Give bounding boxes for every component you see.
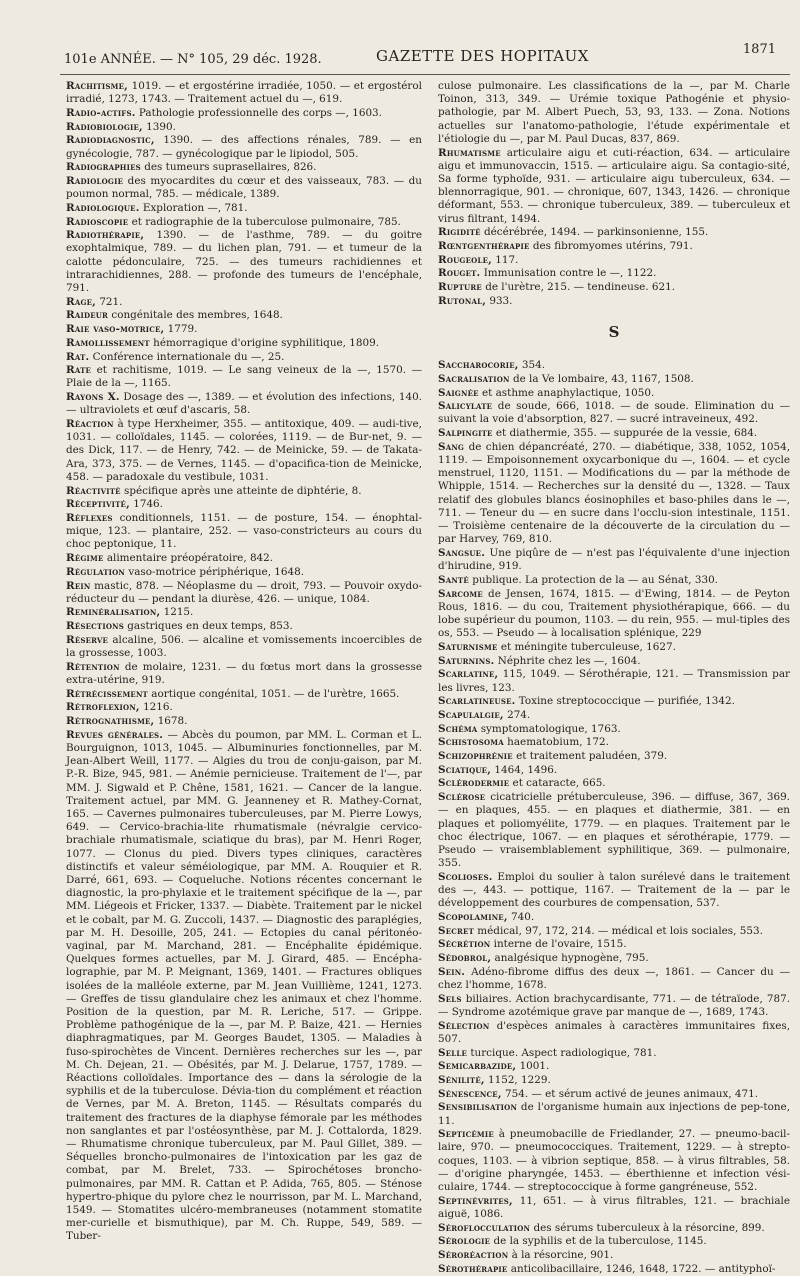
index-entry [66,80,422,106]
index-references: 1216. [143,701,173,714]
index-references: alcaline, 506. — alcaline et vomissements incoercibles de la grossesse, 1003. [66,633,422,660]
index-term: Sérologie [438,1235,491,1248]
index-entry [438,750,790,763]
index-term: Radiologique. [66,201,140,214]
index-entry [438,441,790,547]
index-references: 11, 651. — à virus filtrables, 121. — brachiale aiguë, 1086. [438,1194,790,1220]
index-term: Scopolamine, [438,910,508,923]
index-references: biliaires. Action brachycardisante, 771. — de tétraïode, 787. — Syndrome azotémique grave par manque de —, 1689, 1743. [438,992,790,1018]
index-term: Schizophrénie [438,750,513,763]
index-entry [438,911,790,924]
index-entry [66,134,422,160]
index-term: Reminéralisation, [66,606,161,619]
index-term: Réaction [66,418,114,431]
index-term: Raie vaso-motrice, [66,323,165,336]
index-references: Conférence internationale du —, 25. [92,350,285,363]
index-term: Sénilité, [438,1073,485,1086]
index-entry [66,175,422,201]
index-entry [438,695,790,708]
index-term: Sérothérapie [438,1262,508,1275]
index-term: Rupture [438,281,482,294]
index-entry [438,1263,790,1276]
index-references: 1019. — et ergostérine irradiée, 1050. — et ergostérol irradié, 1273, 1743. — Traitement actuel du —, 619. [66,80,422,106]
index-term: Septinévrites, [438,1194,513,1207]
index-entry [66,620,422,633]
index-references: cicatricielle prétuberculeuse, 396. — diffuse, 367, 369. — en plaques, 455. — en plaques et diathermie, 381. — en plaques et poliomyélite, 1779. — en plaques. Traitement par le choc électrique, 1067. — en plaques et sérothérapie, 1779. — Pseudo — vraisemblablement syphilitique, 369. — pulmonaire, 355. [438,791,790,870]
index-entry [66,498,422,511]
index-term: Semicarbazide, [438,1060,517,1073]
index-term: Radioscopie [66,215,129,228]
index-references: vaso-motrice périphérique, 1648. [128,565,305,578]
index-term: Saccharocorie, [438,359,519,372]
index-term: Sensibilisation [438,1101,518,1114]
index-term: Rein [66,579,91,592]
header-rule [60,74,790,75]
index-entry [66,121,422,134]
index-references: et traitement paludéen, 379. [516,750,668,763]
index-term: Rœntgenthérapie [438,239,530,252]
index-term: Scapulalgie, [438,708,504,721]
index-references: mastic, 878. — Néoplasme du — droit, 793. — Pouvoir oxydo-réducteur du — pendant la diurèse, 426. — unique, 1084. [66,579,422,605]
right-column-s-entries [438,359,790,1276]
index-entry [66,229,422,295]
index-references: haematobium, 172. [507,736,609,749]
index-entry [438,1235,790,1248]
index-entry [66,364,422,390]
index-entry [438,1222,790,1235]
index-references: de molaire, 1231. — du fœtus mort dans la grossesse extra-utérine, 919. [66,660,422,686]
index-entry [66,485,422,498]
index-term: Septicémie [438,1128,494,1141]
index-references: 1001. [519,1060,550,1073]
index-entry [66,107,422,120]
index-term: Schistosoma [438,736,504,749]
index-term: Selle [438,1046,468,1059]
index-entry [438,427,790,440]
index-references: publique. La protection de la — au Sénat, 330. [472,573,718,586]
index-term: Santé [438,573,469,586]
index-references: symptomatologique, 1763. [480,722,621,735]
index-references: spécifique après une atteinte de diphtérie, 8. [124,484,362,497]
index-term: Séroflocculation [438,1221,531,1234]
index-entry [438,254,790,267]
index-term: Salpingite [438,427,493,440]
index-term: Régulation [66,565,126,578]
index-term: Rutonal, [438,294,487,307]
index-references: et cataracte, 665. [512,777,606,790]
index-entry [438,1060,790,1073]
index-entry [438,267,790,280]
index-term: Sélection [438,1019,490,1032]
index-term: Rétroflexion, [66,701,140,714]
index-references: 1464, 1496. [494,763,558,776]
index-term: Sédobrol, [438,952,492,965]
index-references: Toxine streptococcique — purifiée, 1342. [518,695,735,708]
index-entry [438,777,790,790]
index-references: de l'organisme humain aux injections de pep-tone, 11. [438,1101,791,1127]
index-references: à type Herxheimer, 355. — antitoxique, 409. — audi-tive, 1031. — colloïdales, 1145. — colorées, 1119. — de Bur-net, 9. — des Dick, 117. — de Henry, 742. — de Meinicke, 59. — de Takata-Ara, 373, 375. — de Vernes, 1145. — d'opacifica-tion de Meinicke, 458. — paradoxale du vestibule, 1031. [66,418,422,483]
right-column-r-entries [438,80,790,308]
index-references: 933. [489,294,513,307]
index-term: Radiologie [66,174,124,187]
index-references: 740. [510,910,535,923]
index-references: Exploration —, 781. [142,201,248,214]
index-entry [438,147,790,226]
index-references: 115, 1049. — Sérothérapie, 121. — Transmission par les livres, 123. [438,668,790,694]
index-entry [438,709,790,722]
index-term: Rachitisme, [66,80,128,92]
index-references: alimentaire préopératoire, 842. [106,552,274,565]
index-entry [438,736,790,749]
index-references: Adéno-fibrome diffus des deux —, 1861. — Cancer du — chez l'homme, 1678. [438,965,791,991]
index-entry [438,791,790,870]
index-references: congénitale des membres, 1648. [111,309,283,322]
index-references: interne de l'ovaire, 1515. [493,938,627,951]
index-entry [438,1047,790,1060]
index-term: Réceptivité, [66,498,130,511]
index-references: de l'urètre, 215. — tendineuse. 621. [485,281,676,294]
section-letter: S [608,322,620,341]
index-entry [438,1074,790,1087]
index-term: Sels [438,992,462,1005]
index-entry [438,80,790,146]
index-entry [66,688,422,701]
index-references: des fibromyomes utérins, 791. [532,239,693,252]
index-term: Saturnisme [438,640,498,653]
index-references: et méningite tuberculeuse, 1627. [500,640,676,653]
index-term: Réflexes [66,512,113,524]
index-references: 354. [521,359,546,372]
index-references: de soude, 666, 1018. — de soude. Elimination du — suivant la voie d'absorption, 827. — sucré intraveineux, 492. [438,400,791,426]
index-references: à pneumobacille de Friedlander, 27. — pneumo-bacil-laire, 970. — pneumococciques. Traitement, 1229. — à strepto-coques, 1103. — à vibrion septique, 858. — à virus filtrables, 58. — d'origine pharyngée, 1453. — éberthienne et infection vési-culaire, 1744. — streptococcique à forme gangréneuse, 552. [438,1128,790,1194]
left-column [66,80,422,1243]
index-references: 1215. [163,606,194,619]
index-term: Revues générales. [66,728,164,741]
index-references: 1152, 1229. [487,1073,551,1086]
index-references: des tumeurs suprasellaires, 826. [144,161,317,174]
index-entry [438,373,790,386]
index-references: gastriques en deux temps, 853. [127,620,293,633]
index-references: articulaire aigu et cuti-réaction, 634. — articulaire aigu et immunovaccin, 1515. — articulaire aigu. Sa contagio-sité, Sa forme typhoïde, 931. — articulaire aigu tuberculeux, 634. — blennorragique, 901. — chronique, 607, 1343, 1426. — chronique déformant, 553. — chronique tuberculeux, 389. — tuberculeux et virus filtrant, 1494. [438,146,790,225]
index-term: Salicylate [438,400,493,413]
index-entry [438,925,790,938]
index-references: 117. [495,253,519,266]
index-entry [438,764,790,777]
index-term: Scolioses. [438,870,493,883]
page-number: 1871 [742,42,776,57]
index-references: 274. [507,708,531,721]
index-term: Sclérose [438,791,486,804]
index-entry [66,552,422,565]
journal-title: GAZETTE DES HOPITAUX [376,47,589,65]
index-entry [438,1128,790,1194]
index-entry [438,295,790,308]
index-references: Immunisation contre le —, 1122. [483,267,657,280]
index-entry [66,202,422,215]
issue-info: 101e ANNÉE. — N° 105, 29 déc. 1928. [64,52,322,67]
index-references: de chien dépancréaté, 270. — diabétique, 338, 1052, 1054, 1119. — Empoisonnement oxycarbonique du —, 1604. — et cycle menstruel, 1120, 1151. — Modifications du — par la méthode de Whipple, 1514. — Recherches sur la densité du —, 1328. — Taux relatif des globules blancs éosinophiles et baso-philes dans le —, 711. — Teneur du — en sucre dans l'occlu-sion intestinale, 1151. — Troisième centenaire de la découverte de la circulation du — par Harvey, 769, 810. [438,440,790,546]
index-term: Sciatique, [438,763,492,776]
index-term: Rouget. [438,267,481,280]
index-entry [66,606,422,619]
index-entry [66,337,422,350]
index-term: Ramollissement [66,336,150,349]
index-term: Schéma [438,722,478,735]
index-references: des sérums tuberculeux à la résorcine, 899. [533,1221,765,1234]
index-entry [438,641,790,654]
index-entry [438,400,790,426]
index-references: 1779. [167,323,198,336]
index-entry [438,387,790,400]
index-references: et diathermie, 355. — suppurée de la vessie, 684. [495,427,758,440]
index-entry [66,161,422,174]
index-term: Secret [438,924,474,937]
index-references: 1746. [133,498,163,511]
index-term: Rougeole, [438,253,492,266]
index-entry [438,952,790,965]
index-references: 721. [99,295,123,308]
index-term: Sécrétion [438,938,491,951]
index-entry [66,418,422,484]
index-term: Sacralisation [438,372,510,385]
index-references: de la Ve lombaire, 43, 1167, 1508. [512,372,694,385]
index-entry [66,661,422,687]
index-references: aortique congénital, 1051. — de l'urètre, 1665. [151,687,400,700]
index-entry [438,240,790,253]
index-entry [438,1088,790,1101]
right-column [438,80,791,1275]
index-entry [66,296,422,309]
index-term: Rigidité [438,226,481,239]
index-term: Scarlatine, [438,668,499,681]
index-term: Radiobiologie, [66,120,143,133]
index-references: médical, 97, 172, 214. — médical et lois sociales, 553. [477,924,763,937]
index-entry [438,938,790,951]
index-references: des myocardites du cœur et des vaisseaux, 783. — du poumon normal, 785. — médicale, 1389. [66,174,422,201]
index-term: Sénescence, [438,1087,502,1100]
index-entry [66,715,422,728]
index-entry [438,655,790,668]
index-term: Radiothérapie, [66,229,145,242]
index-term: Rétrognathisme, [66,715,155,728]
index-entry [66,391,422,417]
index-references: culose pulmonaire. Les classifications de la —, par M. Charle Toinon, 313, 349. — Urémie toxique Pathogénie et physio-pathologie, par M. Albert Puech, 53, 93, 133. — Zona. Notions actuelles sur l'anatomo-pathologie, l'étude expérimentale et l'étiologie du —, par M. Paul Ducas, 837, 869. [438,80,790,145]
index-entry [438,547,790,573]
index-term: Saignée [438,386,479,399]
index-references: d'espèces animales à caractères immunitaires fixes, 507. [438,1019,790,1045]
index-references: de Jensen, 1674, 1815. — d'Ewing, 1814. — de Peyton Rous, 1816. — du cou, Traitement physiothérapique, 666. — du lobe supérieur du poumon, 1103. — du rein, 955. — mul-tiples des os, 553. — Pseudo — à localisation splénique, 229 [438,587,790,640]
index-references: 754. — et sérum activé de jeunes animaux, 471. [504,1087,759,1100]
index-entry [438,966,790,992]
index-term: Sangsue. [438,547,486,559]
index-term: Réserve [66,633,109,646]
index-term: Résections [66,620,124,633]
index-entry [438,668,790,694]
index-references: Dosage des —, 1389. — et évolution des infections, 140. — ultraviolets et œuf d'ascaris, 58. [66,391,422,417]
index-entry [438,226,790,239]
index-term: Rétrécissement [66,687,148,700]
index-entry [66,701,422,714]
index-term: Rhumatisme [438,146,501,159]
index-references: et rachitisme, 1019. — Le sang veineux de la —, 1570. — Plaie de la —, 1165. [66,364,422,390]
index-term: Rage, [66,295,96,308]
index-entry [66,309,422,322]
index-term: Scarlatineuse. [438,695,516,708]
index-entry [438,723,790,736]
index-term: Raideur [66,309,109,322]
index-term: Radio-actifs. [66,106,136,119]
index-entry [438,1020,790,1046]
index-term: Réactivité [66,484,121,497]
index-references: Pathologie professionnelle des corps —, 1603. [138,106,382,119]
index-entry [66,566,422,579]
index-references: de la syphilis et de la tuberculose, 1145. [493,1235,707,1248]
index-term: Radiographies [66,161,141,174]
index-term: Séroréaction [438,1249,509,1262]
index-term: Saturnins. [438,654,495,667]
index-entry [438,871,790,911]
index-term: Régime [66,552,104,565]
index-references: 1390. [146,120,176,133]
index-entry [438,1195,790,1221]
index-references: analgésique hypnogène, 795. [494,952,649,965]
index-term: Radiodiagnostic, [66,134,155,147]
index-entry [66,634,422,660]
index-references: et asthme anaphylactique, 1050. [481,386,655,399]
index-references: 1390. — de l'asthme, 789. — du goitre exophtalmique, 789. — du lichen plan, 791. — et tumeur de la calotte pédonculaire, 725. — des tumeurs rachidiennes et intrarachidiennes, 288. — profonde des tumeurs de l'encéphale, 791. [66,229,422,295]
index-term: Sein. [438,965,466,978]
index-term: Rate [66,364,92,377]
index-term: Sclérodermie [438,777,510,790]
index-term: Sang [438,440,465,453]
index-entry [438,1101,790,1127]
index-entry [438,359,790,372]
page-header [64,42,792,72]
index-references: décérébrée, 1494. — parkinsonienne, 155. [483,226,709,239]
index-references: Néphrite chez les —, 1604. [497,654,641,667]
index-entry [66,351,422,364]
index-term: Rat. [66,350,90,363]
index-entry [66,729,422,1244]
index-entry [66,580,422,606]
index-entry [438,588,790,641]
index-entry [438,1249,790,1262]
index-references: 1678. [157,715,188,728]
index-references: turcique. Aspect radiologique, 781. [470,1046,657,1059]
index-entry [438,993,790,1019]
index-references: à la résorcine, 901. [511,1249,614,1262]
index-term: Rétention [66,660,120,673]
index-references: 1390. — des affections rénales, 789. — en gynécologie, 787. — gynécologique par le lipiodol, 505. [66,134,422,160]
index-entry [66,216,422,229]
index-references: Une piqûre de — n'est pas l'équivalente d'une injection d'hirudine, 919. [438,547,790,573]
index-entry [438,574,790,587]
index-references: anticolibacillaire, 1246, 1648, 1722. — antityphoï- [510,1262,776,1275]
index-references: hémorragique d'origine syphilitique, 1809. [153,336,380,349]
index-references: conditionnels, 1151. — de posture, 154. — énophtal-mique, 123. — plantaire, 252. — vaso-constricteurs au cours du choc peptonique, 11. [66,512,422,551]
index-references: — Abcès du poumon, par MM. L. Corman et L. Bourguignon, 1013, 1045. — Albuminuries fonctionnelles, par M. Jean-Albert Weill, 1177. — Algies du trou de conju-gaison, par M. P.-R. Bize, 945, 981. — Anémie pernicieuse. Traitement de l'—, par MM. J. Sigwald et P. Chêne, 1581, 1621. — Cancer de la langue. Traitement actuel, par MM. G. Jeanneney et R. Mathey-Cornat, 165. — Cavernes pulmonaires tuberculeuses, par M. Pierre Lowys, 649. — Cervico-brachia-lite rhumatismale (névralgie cervico-brachiale rhumatismale, sciatique du bras), par M. Henri Roger, 1077. — Clonus du pied. Divers types cliniques, caractères distinctifs et valeur séméiologique, par MM. A. Rouquier et R. Darré, 661, 693. — Coqueluche. Notions récentes concernant le diagnostic, la pro-phylaxie et le traitement spécifique de la —, par MM. Liégeois et Fricker, 1337. — Diabète. Traitement par le nickel et le cobalt, par M. G. Zuccoli, 1437. — Diagnostic des paraplégies, par M. H. Desoille, 205, 241. — Ectopies du canal péritonéo-vaginal, par M. Marchand, 281. — Encéphalite épidémique. Quelques formes actuelles, par M. J. Girard, 485. — Encépha-lographie, par M. P. Meignant, 1369, 1401. — Fractures obliques isolées de la malléole externe, par M. Jean Vuillième, 1241, 1273. — Greffes de tissu glandulaire chez les animaux et chez l'homme. Position de la question, par M. R. Leriche, 517. — Grippe. Problème pathogénique de la —, par M. P. Baize, 421. — Hernies diaphragmatiques, par M. Georges Baudet, 1305. — Maladies à fuso-spirochètes de Vincent. Dernières recherches sur les —, par M. Ch. Dejean, 21. — Obésités, par M. J. Delarue, 1757, 1789. — Réactions colloïdales. Importance des — dans la sérologie de la syphilis et de la tuberculose. Dévia-tion du complément et réaction de Vernes, par M. A. Breton, 1145. — Résultats comparés du traitement des fractures de la diaphyse fémorale par les méthodes non sanglantes et par l'ostéosynthèse, par M. J. Cottalorda, 1829. — Rhumatisme chronique tuberculeux, par M. Paul Gillet, 389. — Séquelles broncho-pulmonaires de l'intoxication par les gaz de combat, par M. Brelet, 733. — Spirochétoses broncho-pulmonaires, par MM. R. Cattan et P. Adida, 765, 805. — Sténose hypertro-phique du pylore chez le nourrisson, par M. L. Marchand, 1549. — Stomatites ulcéro-membraneuses (notamment stomatite mer-curielle et bismuthique), par M. Ch. Ruppe, 549, 589. — Tuber- [66,728,422,1243]
index-references: et radiographie de la tuberculose pulmonaire, 785. [131,215,401,228]
index-term: Rayons X. [66,391,120,404]
index-entry [438,281,790,294]
index-term: Sarcome [438,587,483,600]
index-entry [66,323,422,336]
index-references: Emploi du soulier à talon surélevé dans le traitement des —, 443. — pottique, 1167. — Traitement de la — par le développement des courbures de compensation, 537. [438,870,790,910]
index-entry [66,512,422,552]
